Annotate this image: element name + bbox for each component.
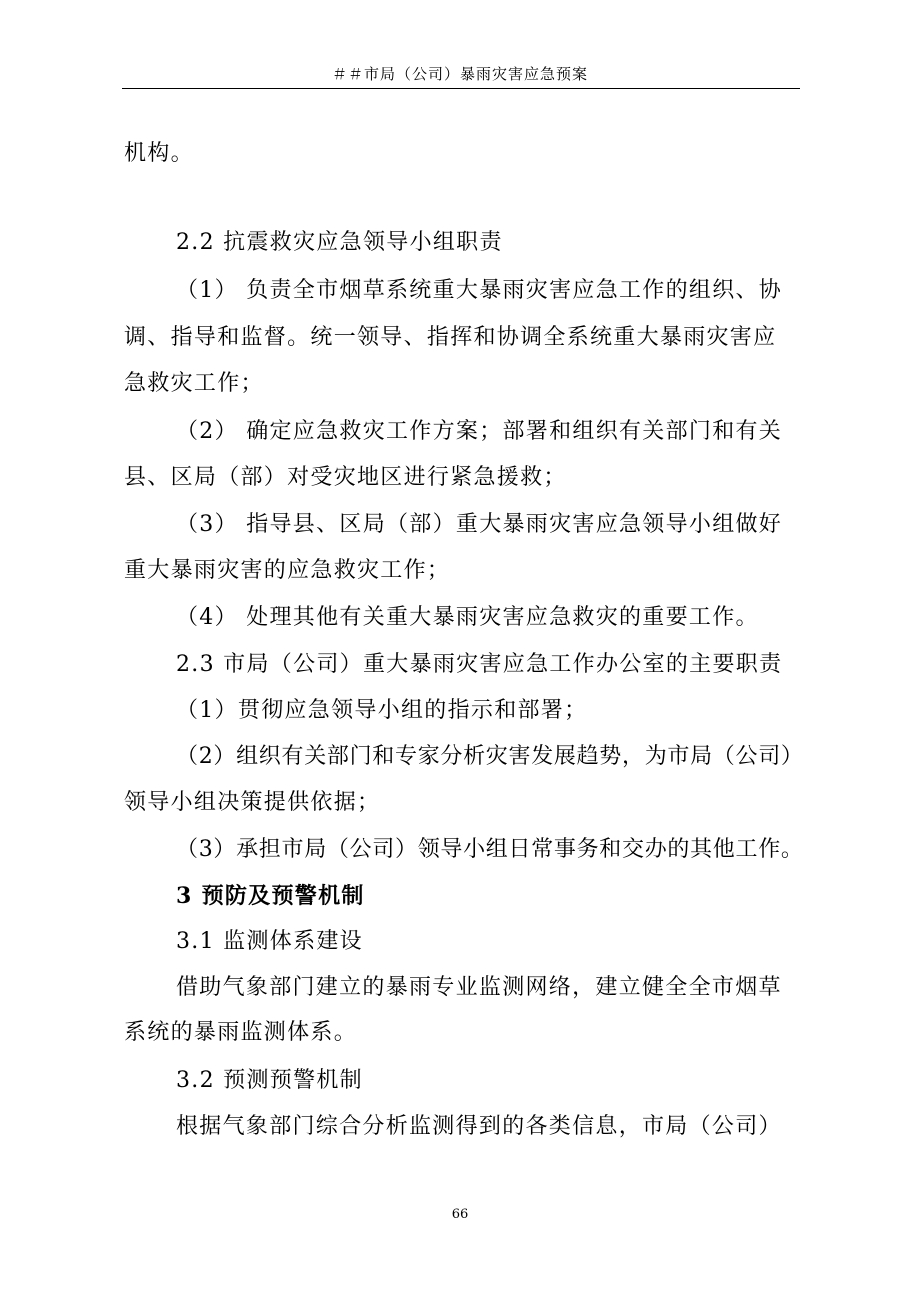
paragraph-line: 县、区局（部）对受灾地区进行紧急援救； <box>124 465 567 490</box>
paragraph-line: （3） 指导县、区局（部）重大暴雨灾害应急领导小组做好 <box>176 512 783 537</box>
paragraph-line: 调、指导和监督。统一领导、指挥和协调全系统重大暴雨灾害应 <box>124 325 777 350</box>
section-heading-3-2: 3.2 预测预警机制 <box>176 1068 363 1093</box>
section-heading-2-2: 2.2 抗震救灾应急领导小组职责 <box>176 230 503 255</box>
paragraph-line: 重大暴雨灾害的应急救灾工作； <box>124 558 451 583</box>
paragraph-line: 系统的暴雨监测体系。 <box>124 1020 358 1045</box>
paragraph-line: （1） 负责全市烟草系统重大暴雨灾害应急工作的组织、协 <box>176 278 783 303</box>
paragraph-line: （3）承担市局（公司）领导小组日常事务和交办的其他工作。 <box>176 837 804 862</box>
paragraph-line: 急救灾工作； <box>124 371 264 396</box>
paragraph-line: 领导小组决策提供依据； <box>124 790 381 815</box>
paragraph-line: 借助气象部门建立的暴雨专业监测网络，建立健全全市烟草 <box>176 975 782 1000</box>
paragraph-line: （4） 处理其他有关重大暴雨灾害应急救灾的重要工作。 <box>176 605 759 630</box>
section-heading-3: 3 预防及预警机制 <box>176 883 365 909</box>
section-heading-3-1: 3.1 监测体系建设 <box>176 929 363 954</box>
paragraph-line: （2）组织有关部门和专家分析灾害发展趋势，为市局（公司） <box>176 744 804 769</box>
paragraph-line: 机构。 <box>124 141 194 166</box>
header-divider <box>122 88 800 89</box>
paragraph-line: 根据气象部门综合分析监测得到的各类信息，市局（公司） <box>176 1114 782 1139</box>
paragraph-line: （1）贯彻应急领导小组的指示和部署； <box>176 698 588 723</box>
section-heading-2-3: 2.3 市局（公司）重大暴雨灾害应急工作办公室的主要职责 <box>176 652 783 677</box>
paragraph-line: （2） 确定应急救灾工作方案；部署和组织有关部门和有关 <box>176 419 783 444</box>
page-number: 66 <box>451 1207 469 1222</box>
page-header-title: ＃＃市局（公司）暴雨灾害应急预案 <box>331 65 588 83</box>
